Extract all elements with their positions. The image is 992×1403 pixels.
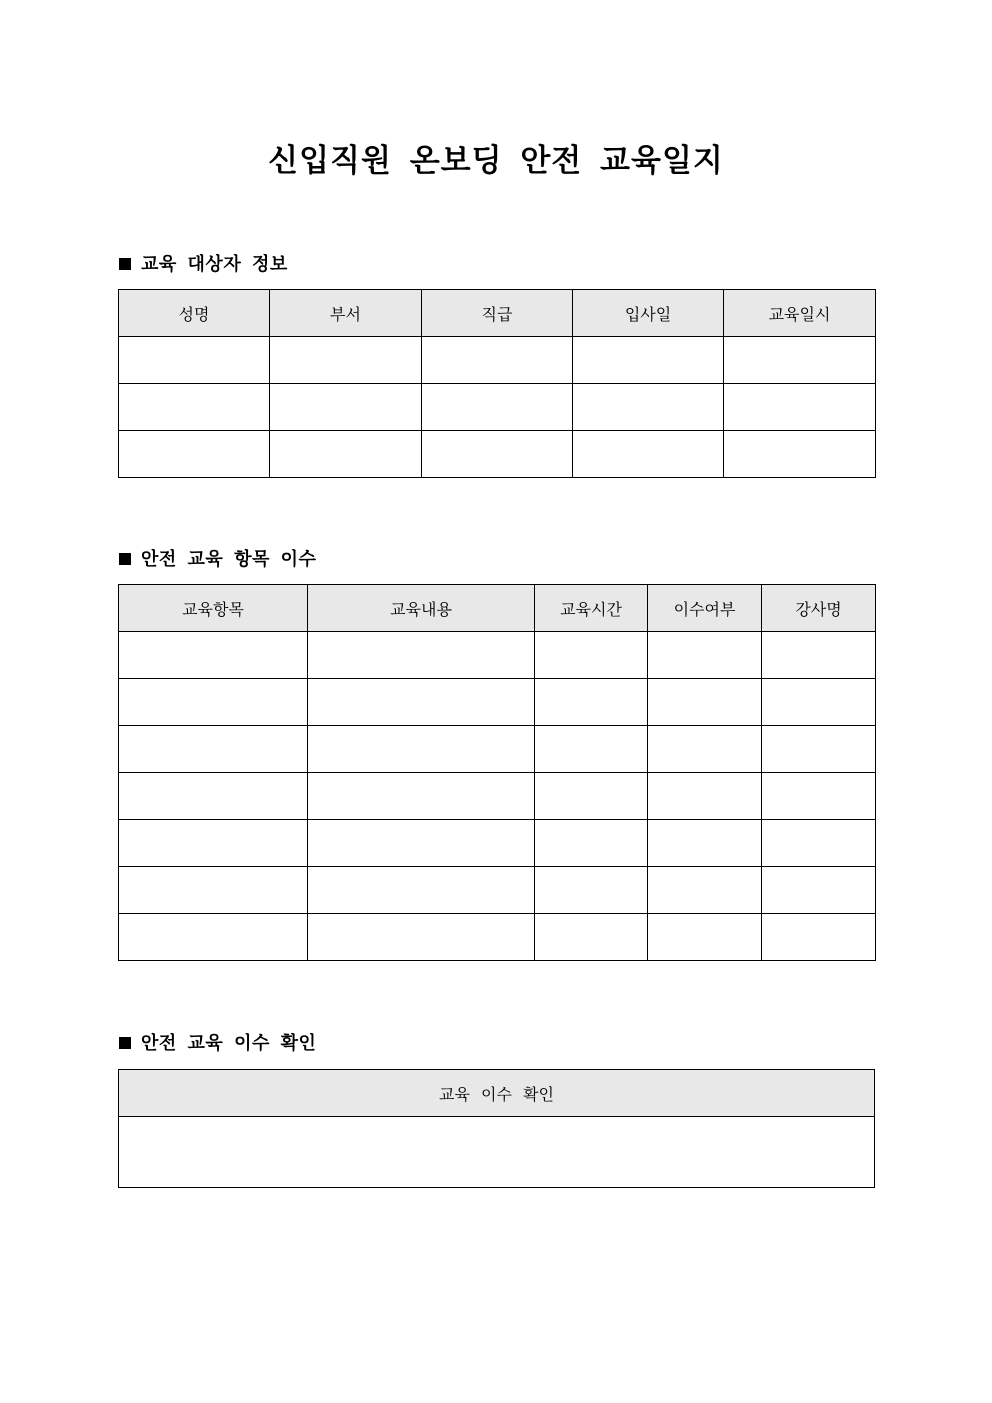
section-heading-training-items — [119, 548, 316, 572]
column-header-department: 부서 — [270, 290, 422, 337]
table-cell — [648, 632, 762, 679]
table-cell — [762, 773, 876, 820]
table-cell — [308, 820, 535, 867]
table-cell — [119, 679, 308, 726]
square-bullet-icon — [119, 258, 131, 270]
table-cell — [648, 679, 762, 726]
table-row — [119, 820, 876, 867]
table-header-row — [119, 290, 876, 337]
table-cell — [762, 632, 876, 679]
table-cell — [573, 431, 724, 478]
table-cell — [573, 337, 724, 384]
table-cell — [535, 726, 648, 773]
table-cell — [308, 914, 535, 961]
table-cell — [422, 384, 573, 431]
table-cell — [270, 337, 422, 384]
table-cell — [119, 820, 308, 867]
column-header-position: 직급 — [422, 290, 573, 337]
table-cell — [724, 431, 876, 478]
table-row — [119, 1117, 875, 1188]
table-row — [119, 867, 876, 914]
table-row — [119, 384, 876, 431]
table-row — [119, 914, 876, 961]
document-title: 신입직원 온보딩 안전 교육일지 — [268, 143, 724, 179]
column-header-training-datetime: 교육일시 — [724, 290, 876, 337]
table-cell — [119, 773, 308, 820]
table-cell — [270, 431, 422, 478]
table-cell — [119, 431, 270, 478]
completion-check-cell — [119, 1117, 875, 1188]
square-bullet-icon — [119, 553, 131, 565]
table-cell — [308, 867, 535, 914]
table-row — [119, 773, 876, 820]
table-cell — [535, 914, 648, 961]
table-cell — [762, 679, 876, 726]
table-cell — [762, 867, 876, 914]
section-heading-label: 교육 대상자 정보 — [141, 254, 288, 275]
section-heading-trainee-info — [119, 253, 288, 277]
column-header-training-hours: 교육시간 — [535, 585, 648, 632]
table-cell — [119, 384, 270, 431]
column-header-instructor: 강사명 — [762, 585, 876, 632]
section-heading-label: 안전 교육 이수 확인 — [141, 1033, 317, 1054]
column-header-training-content: 교육내용 — [308, 585, 535, 632]
column-header-training-item: 교육항목 — [119, 585, 308, 632]
table-header-row — [119, 585, 876, 632]
table-cell — [535, 773, 648, 820]
table-row — [119, 726, 876, 773]
table-cell — [648, 914, 762, 961]
table-cell — [762, 726, 876, 773]
table-row — [119, 679, 876, 726]
table-cell — [119, 914, 308, 961]
table-cell — [724, 337, 876, 384]
completion-check-table — [118, 1069, 875, 1188]
table-cell — [119, 632, 308, 679]
table-cell — [535, 820, 648, 867]
table-row — [119, 431, 876, 478]
table-cell — [535, 632, 648, 679]
table-cell — [308, 679, 535, 726]
table-cell — [762, 914, 876, 961]
column-header-completion-check: 교육 이수 확인 — [119, 1070, 875, 1117]
table-cell — [573, 384, 724, 431]
table-header-row — [119, 1070, 875, 1117]
table-cell — [535, 867, 648, 914]
table-cell — [762, 820, 876, 867]
trainee-info-table — [118, 289, 876, 478]
table-cell — [119, 337, 270, 384]
table-cell — [648, 726, 762, 773]
table-cell — [270, 384, 422, 431]
section-heading-completion-check — [119, 1032, 316, 1056]
training-items-table — [118, 584, 876, 961]
table-cell — [308, 632, 535, 679]
table-cell — [648, 867, 762, 914]
section-heading-label: 안전 교육 항목 이수 — [141, 549, 317, 570]
square-bullet-icon — [119, 1037, 131, 1049]
table-cell — [422, 337, 573, 384]
table-cell — [422, 431, 573, 478]
table-cell — [308, 726, 535, 773]
column-header-name: 성명 — [119, 290, 270, 337]
table-row — [119, 337, 876, 384]
table-cell — [724, 384, 876, 431]
table-cell — [119, 867, 308, 914]
table-row — [119, 632, 876, 679]
table-cell — [119, 726, 308, 773]
column-header-completion-status: 이수여부 — [648, 585, 762, 632]
table-cell — [648, 820, 762, 867]
column-header-hire-date: 입사일 — [573, 290, 724, 337]
table-cell — [308, 773, 535, 820]
table-cell — [535, 679, 648, 726]
table-cell — [648, 773, 762, 820]
